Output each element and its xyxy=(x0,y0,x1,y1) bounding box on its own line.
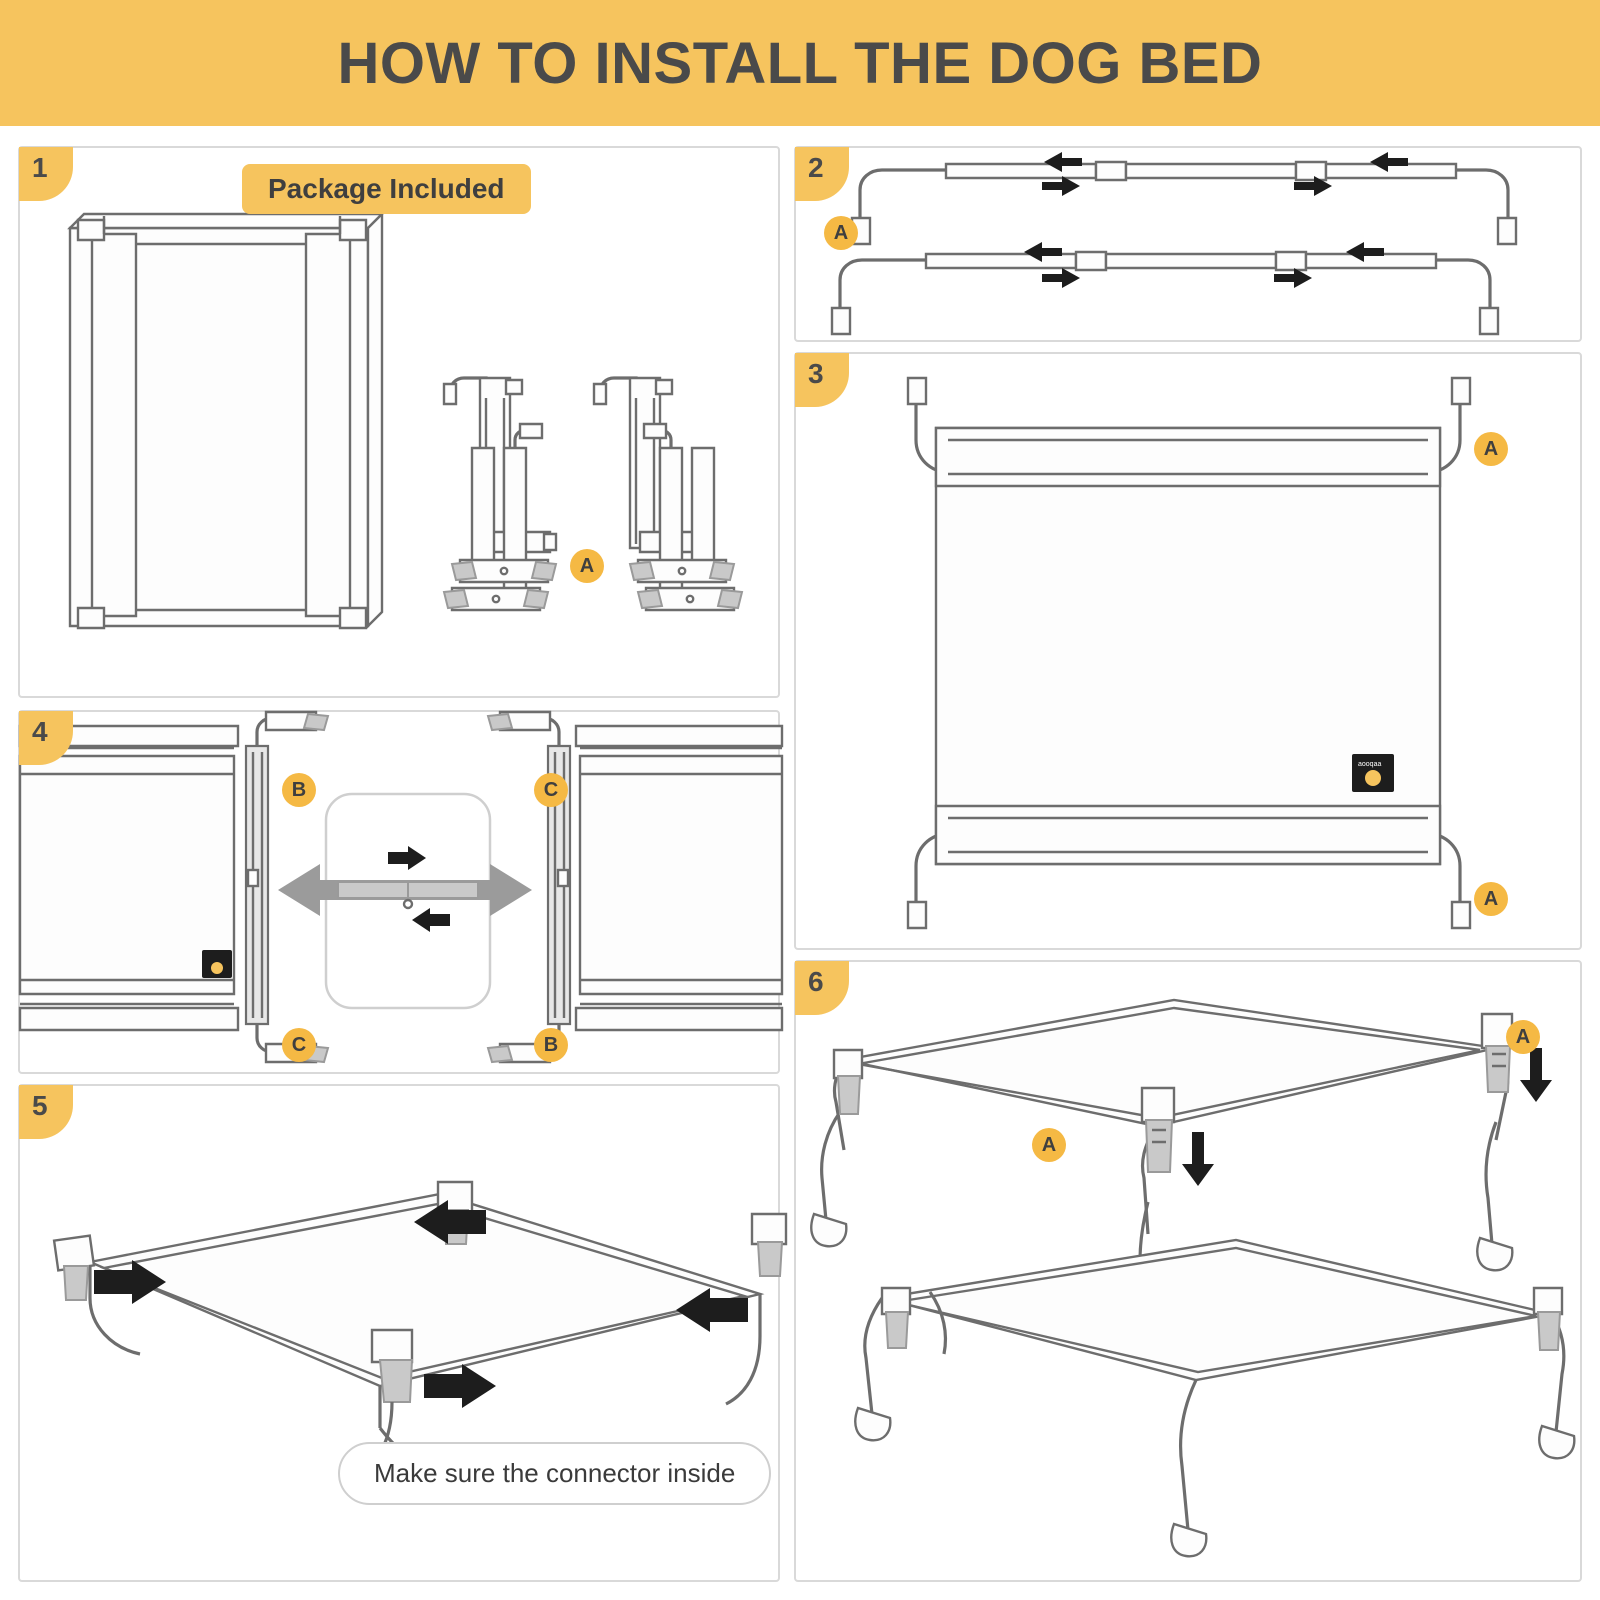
package-included-label: Package Included xyxy=(242,164,531,214)
panel-step-3 xyxy=(794,352,1582,950)
brand-tag xyxy=(1352,754,1394,792)
part-badge-b-bottom-right: B xyxy=(534,1028,568,1062)
step-number-badge-6: 6 xyxy=(795,961,849,1015)
step-number-badge-5: 5 xyxy=(19,1085,73,1139)
part-badge-a-right: A xyxy=(1506,1020,1540,1054)
panel-4-illustration xyxy=(20,712,782,1076)
part-badge-a-bottom: A xyxy=(1474,882,1508,916)
part-badge-b-top-left: B xyxy=(282,773,316,807)
part-badge-a-top: A xyxy=(1474,432,1508,466)
panel-1-illustration xyxy=(20,148,782,700)
step-number-badge-4: 4 xyxy=(19,711,73,765)
panel-5-illustration xyxy=(20,1086,782,1584)
step-number-badge-1: 1 xyxy=(19,147,73,201)
page-title: HOW TO INSTALL THE DOG BED xyxy=(337,30,1263,96)
part-badge-a-center: A xyxy=(1032,1128,1066,1162)
part-badge-a: A xyxy=(824,216,858,250)
panel-3-illustration xyxy=(796,354,1584,952)
step-number-badge-3: 3 xyxy=(795,353,849,407)
panel-6-illustration xyxy=(796,962,1584,1584)
panel-step-6 xyxy=(794,960,1582,1582)
panel-2-illustration xyxy=(796,148,1584,344)
panel-step-1 xyxy=(18,146,780,698)
part-badge-c-bottom-left: C xyxy=(282,1028,316,1062)
sheet-header xyxy=(0,0,1600,126)
part-badge-a: A xyxy=(570,549,604,583)
svg-text:aooqaa: aooqaa xyxy=(1358,761,1382,768)
part-badge-c-top-right: C xyxy=(534,773,568,807)
panel-step-2 xyxy=(794,146,1582,342)
step-number-badge-2: 2 xyxy=(795,147,849,201)
connector-callout: Make sure the connector inside xyxy=(338,1442,771,1505)
panel-step-5 xyxy=(18,1084,780,1582)
panel-step-4 xyxy=(18,710,780,1074)
